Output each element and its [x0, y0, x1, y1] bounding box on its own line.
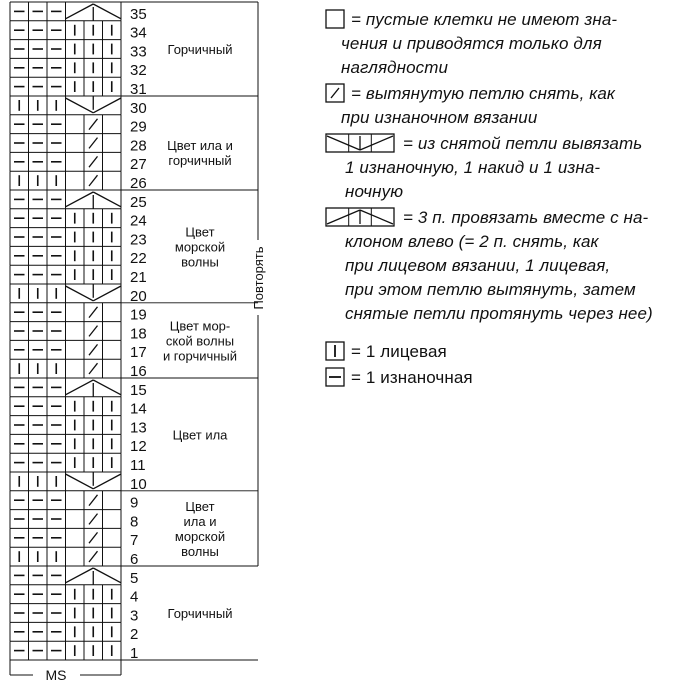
color-label: Горчичный	[167, 42, 233, 57]
slip-symbol	[89, 363, 98, 374]
decrease-symbol	[93, 380, 121, 395]
slip-symbol	[89, 138, 98, 149]
decrease-symbol	[66, 192, 94, 207]
row-number: 8	[130, 513, 139, 531]
increase-symbol	[66, 286, 94, 301]
knitting-chart	[0, 0, 320, 700]
legend-text: = 1 изнаночная	[351, 368, 473, 387]
legend-item	[325, 366, 695, 390]
increase-symbol	[66, 98, 94, 113]
empty-cell-symbol	[325, 9, 345, 36]
slip-symbol	[89, 344, 98, 355]
color-label: морской	[174, 528, 226, 544]
slip-symbol	[89, 532, 98, 543]
legend-text: = 1 лицевая	[351, 342, 447, 361]
slip-stitch-symbol	[325, 83, 345, 110]
row-number: 4	[130, 588, 139, 606]
row-number: 17	[130, 344, 147, 362]
slip-symbol	[89, 119, 98, 130]
increase-symbol	[66, 474, 94, 489]
decrease-symbol	[325, 207, 395, 234]
legend-text: = из снятой петли вывязать	[403, 134, 643, 153]
legend-text: при этом петлю вытянуть, затем	[345, 280, 636, 299]
slip-symbol	[89, 326, 98, 337]
color-label: ила и	[183, 513, 217, 529]
row-number: 26	[130, 175, 147, 192]
row-number: 34	[130, 24, 147, 42]
legend-text: при изнаночном вязании	[341, 108, 538, 127]
row-number: 6	[130, 551, 139, 568]
row-number: 18	[130, 325, 147, 343]
slip-symbol	[89, 156, 98, 167]
color-label: Цвет ила и	[167, 137, 233, 153]
color-label: морской	[174, 239, 226, 255]
slip-symbol	[89, 495, 98, 506]
legend-item	[325, 206, 695, 326]
row-number: 11	[130, 457, 146, 474]
row-number: 7	[130, 532, 139, 550]
row-number: 29	[130, 118, 147, 136]
increase-symbol	[93, 98, 121, 113]
row-number: 30	[130, 99, 147, 117]
decrease-symbol	[93, 568, 121, 583]
legend-item	[325, 8, 695, 80]
legend-text: при лицевом вязании, 1 лицевая,	[345, 256, 611, 275]
row-number: 10	[130, 475, 147, 493]
row-number: 5	[130, 569, 139, 587]
legend-text: наглядности	[341, 58, 449, 77]
color-label: горчичный	[168, 152, 232, 168]
legend-item	[325, 132, 695, 204]
legend-text: снятые петли протянуть через нее)	[345, 304, 653, 323]
row-number: 2	[130, 626, 139, 644]
decrease-symbol	[93, 192, 121, 207]
slip-symbol	[89, 175, 98, 186]
legend-item	[325, 340, 695, 364]
row-number: 20	[130, 287, 147, 305]
color-label: Цвет	[185, 498, 215, 514]
row-number: 14	[130, 400, 147, 418]
row-number: 25	[130, 193, 147, 211]
decrease-symbol	[66, 568, 94, 583]
row-number: 12	[130, 438, 147, 456]
row-number: 15	[130, 381, 147, 399]
row-number: 31	[130, 81, 147, 98]
slip-symbol	[89, 307, 98, 318]
slip-symbol	[89, 514, 98, 525]
ms-label: MS	[45, 667, 67, 683]
decrease-symbol	[66, 380, 94, 395]
color-label: волны	[181, 254, 219, 270]
row-number: 24	[130, 212, 147, 230]
row-number: 1	[130, 645, 139, 662]
row-number: 9	[130, 494, 139, 512]
row-number: 28	[130, 137, 147, 155]
row-number: 27	[130, 156, 147, 174]
increase-symbol	[93, 286, 121, 301]
legend-text: чения и приводятся только для	[341, 34, 602, 53]
legend-text: клоном влево (= 2 п. снять, как	[345, 232, 599, 251]
legend-text: = 3 п. провязать вместе с на-	[403, 208, 649, 227]
row-number: 21	[130, 269, 147, 286]
row-number: 33	[130, 43, 147, 61]
color-label: волны	[181, 543, 219, 559]
increase-symbol	[93, 474, 121, 489]
purl-symbol	[325, 367, 345, 394]
increase-symbol	[325, 133, 395, 160]
legend-text: ночную	[345, 182, 404, 201]
legend-text: 1 изнаночную, 1 накид и 1 изна-	[345, 158, 601, 177]
row-number: 16	[130, 363, 147, 380]
decrease-symbol	[66, 4, 94, 19]
row-number: 35	[130, 5, 147, 23]
chart-legend	[325, 8, 695, 392]
decrease-symbol	[93, 4, 121, 19]
row-number: 19	[130, 306, 147, 324]
legend-item	[325, 82, 695, 130]
repeat-label: Повторять	[251, 246, 266, 310]
knit-symbol	[325, 341, 345, 368]
color-label: Цвет ила	[172, 427, 228, 443]
color-label: Цвет мор-	[169, 318, 231, 334]
row-number: 3	[130, 607, 139, 625]
legend-text: = вытянутую петлю снять, как	[351, 84, 616, 103]
row-number: 23	[130, 231, 147, 249]
legend-text: = пустые клетки не имеют зна-	[351, 10, 618, 29]
row-number: 22	[130, 250, 147, 268]
color-label: ской волны	[165, 333, 235, 349]
row-number: 32	[130, 62, 147, 80]
slip-symbol	[89, 551, 98, 562]
row-number: 13	[130, 419, 147, 437]
color-label: Цвет	[185, 224, 215, 240]
color-label: Горчичный	[167, 606, 233, 621]
color-label: и горчичный	[162, 348, 238, 364]
